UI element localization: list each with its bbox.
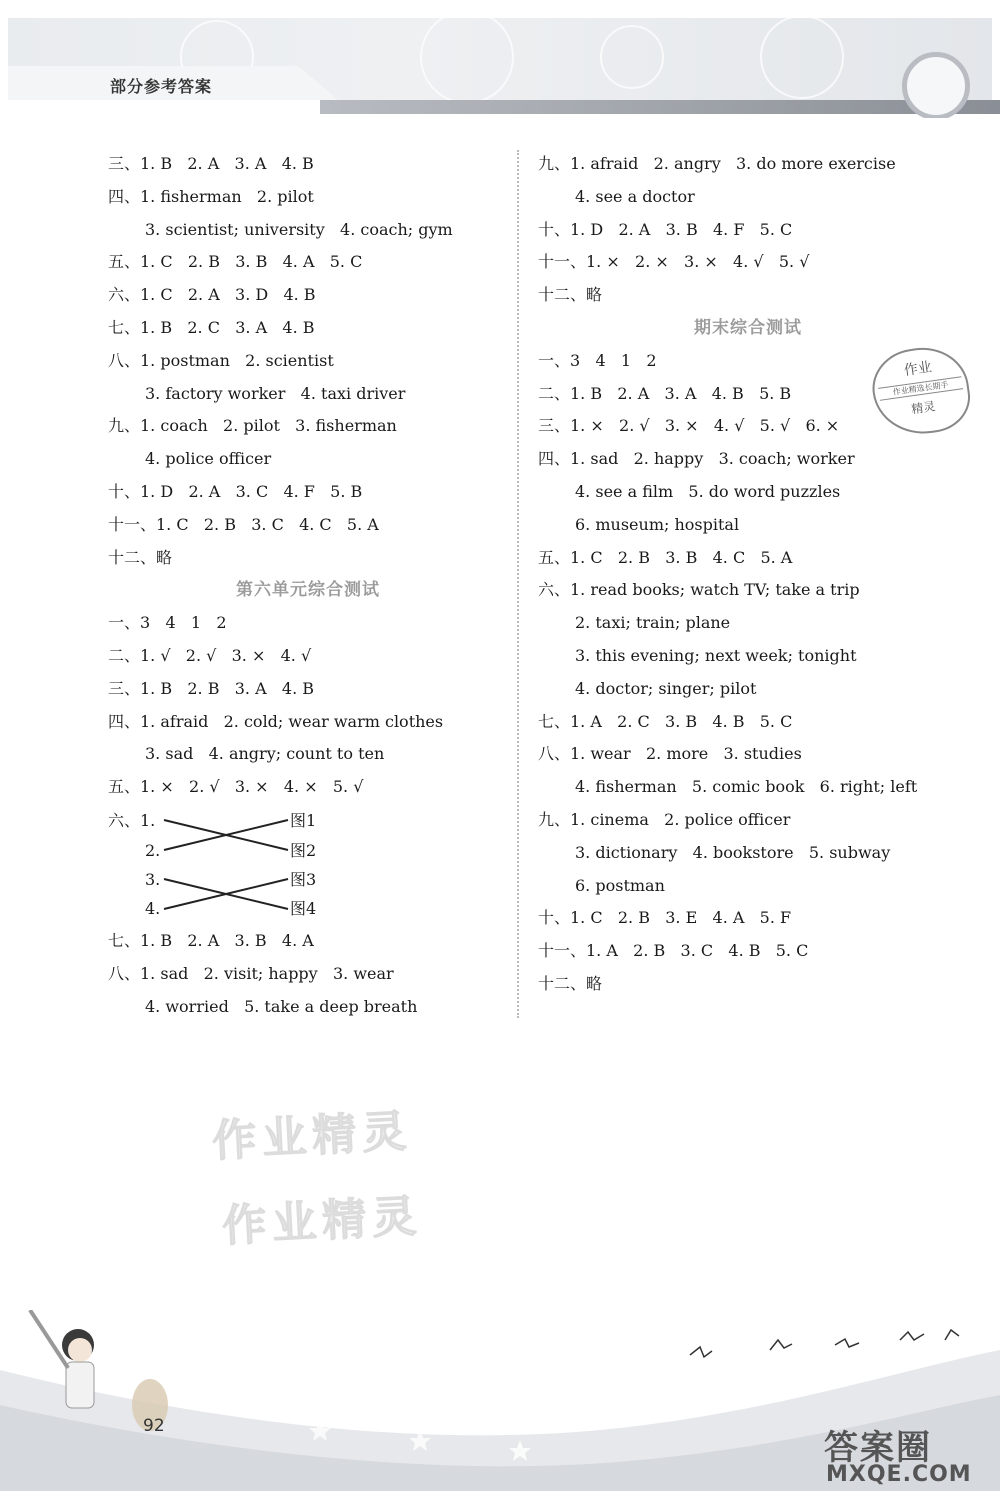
left-column: [108, 148, 508, 804]
left-column-continued: [108, 925, 508, 1023]
matching-exercise: [108, 806, 368, 938]
watermark: 作业精灵: [211, 1105, 414, 1168]
answer-line: 2. taxi; train; plane: [575, 613, 731, 633]
answer-line: 十一、1. C 2. B 3. C 4. C 5. A: [108, 514, 379, 534]
stamp-bottom-text: 精灵: [910, 399, 937, 417]
answer-line: 一、3 4 1 2: [538, 350, 657, 370]
site-logo: 答案圈: [824, 1428, 932, 1468]
answer-line: 3. factory worker 4. taxi driver: [145, 383, 406, 403]
answer-line: 七、1. A 2. C 3. B 4. B 5. C: [538, 711, 793, 731]
answer-line: 4. doctor; singer; pilot: [575, 678, 757, 698]
answer-line: 四、1. fisherman 2. pilot: [108, 186, 314, 206]
answer-line: 七、1. B 2. C 3. A 4. B: [108, 317, 315, 337]
decor-ring: [600, 25, 664, 89]
answer-line: 3. this evening; next week; tonight: [575, 645, 857, 665]
header-circle-ornament: [902, 52, 970, 118]
answer-line: 三、1. × 2. √ 3. × 4. √ 5. √ 6. ×: [538, 416, 840, 436]
match-left-label: 4.: [145, 899, 161, 918]
watermark: 作业精灵: [221, 1190, 424, 1253]
answer-line: 七、1. B 2. A 3. B 4. A: [108, 931, 314, 950]
answer-line: 3. sad 4. angry; count to ten: [145, 744, 385, 764]
decor-ring: [420, 10, 514, 104]
column-divider: [517, 150, 519, 1018]
answer-line: 十二、略: [108, 547, 173, 567]
answer-line: 九、1. coach 2. pilot 3. fisherman: [108, 416, 397, 436]
answer-line: 4. worried 5. take a deep breath: [145, 996, 418, 1016]
answer-line: 四、1. sad 2. happy 3. coach; worker: [538, 449, 855, 469]
match-left-label: 2.: [145, 841, 161, 860]
match-right-label: 图3: [290, 870, 317, 889]
section-title: 期末综合测试: [694, 317, 802, 338]
answer-line: 6. postman: [575, 875, 665, 895]
answer-line: 十二、略: [538, 285, 603, 305]
answer-line: 3. dictionary 4. bookstore 5. subway: [575, 842, 891, 862]
stamp-top-text: 作业: [902, 359, 933, 380]
answer-line: 十一、1. A 2. B 3. C 4. B 5. C: [538, 941, 809, 961]
answer-line: 十、1. C 2. B 3. E 4. A 5. F: [538, 908, 792, 928]
page-header: [0, 0, 1000, 118]
answer-line: 三、1. B 2. B 3. A 4. B: [108, 678, 315, 698]
answer-line: 4. see a film 5. do word puzzles: [575, 481, 841, 501]
answer-line: 八、1. postman 2. scientist: [108, 350, 334, 370]
answer-line: 五、1. C 2. B 3. B 4. C 5. A: [538, 547, 793, 567]
answer-line: 八、1. wear 2. more 3. studies: [538, 744, 802, 764]
answer-line: 四、1. afraid 2. cold; wear warm clothes: [108, 711, 444, 731]
stamp-middle-text: 作业精选长期手: [878, 376, 963, 401]
answer-line: 六、1. read books; watch TV; take a trip: [538, 580, 860, 600]
site-url: MXQE.COM: [826, 1462, 972, 1487]
answer-line: 五、1. × 2. √ 3. × 4. × 5. √: [108, 777, 364, 797]
section-title: 第六单元综合测试: [236, 580, 380, 601]
answer-line: 十一、1. × 2. × 3. × 4. √ 5. √: [538, 252, 810, 272]
answer-line: 一、3 4 1 2: [108, 613, 227, 633]
answer-line: 6. museum; hospital: [575, 514, 740, 534]
answer-line: 3. scientist; university 4. coach; gym: [145, 219, 453, 239]
answer-line: 4. fisherman 5. comic book 6. right; left: [575, 777, 918, 797]
answer-line: 九、1. cinema 2. police officer: [538, 809, 791, 829]
answer-line: 八、1. sad 2. visit; happy 3. wear: [108, 963, 394, 983]
match-right-label: 图1: [290, 811, 317, 830]
answer-line: 二、1. √ 2. √ 3. × 4. √: [108, 645, 312, 665]
answer-line: 六、1. C 2. A 3. D 4. B: [108, 285, 316, 305]
match-left-label: 六、1.: [108, 811, 156, 830]
answer-line: 二、1. B 2. A 3. A 4. B 5. B: [538, 383, 792, 403]
answer-line: 十二、略: [538, 973, 603, 993]
answer-line: 九、1. afraid 2. angry 3. do more exercise: [538, 154, 896, 173]
right-column: [538, 148, 958, 1001]
answer-line: 4. see a doctor: [575, 186, 695, 206]
decor-ring: [760, 15, 844, 99]
match-left-label: 3.: [145, 870, 161, 889]
match-right-label: 图4: [290, 899, 317, 918]
answer-line: 4. police officer: [145, 449, 272, 469]
answer-line: 十、1. D 2. A 3. B 4. F 5. C: [538, 219, 793, 239]
answer-line: 三、1. B 2. A 3. A 4. B: [108, 154, 314, 173]
match-right-label: 图2: [290, 841, 317, 860]
answer-line: 十、1. D 2. A 3. C 4. F 5. B: [108, 481, 363, 501]
page-title: 部分参考答案: [110, 77, 213, 96]
page-number: 92: [143, 1416, 165, 1436]
matching-lines: [108, 806, 368, 938]
header-stripe: [320, 100, 1000, 114]
answer-line: 五、1. C 2. B 3. B 4. A 5. C: [108, 252, 363, 272]
